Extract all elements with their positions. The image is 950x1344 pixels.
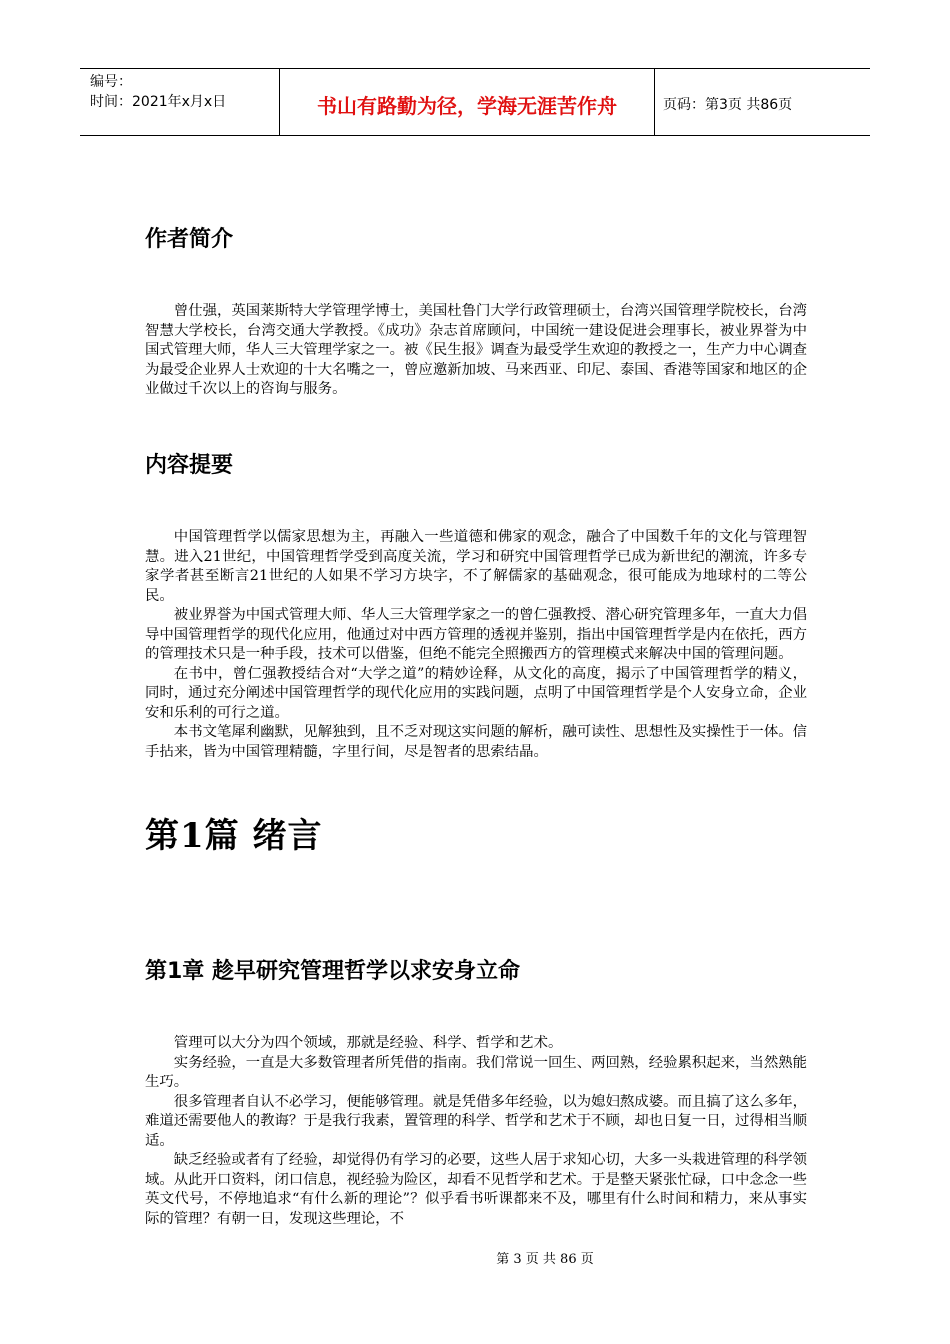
header-time-label: 时间：2021年x月x日 <box>90 94 227 110</box>
author-section-body <box>145 302 807 400</box>
footer-page-number: 第 3 页 共 86 页 <box>496 1252 594 1267</box>
summary-section-body <box>145 528 807 762</box>
chapter-body <box>145 1034 807 1229</box>
paragraph: 中国管理哲学以儒家思想为主，再融入一些道德和佛家的观念，融合了中国数千年的文化与管理智慧。进入21世纪，中国管理哲学受到高度关流，学习和研究中国管理哲学已成为新世纪的潮流，许多专家学者甚至断言21世纪的人如果不学习方块字，不了解儒家的基础观念，很可能成为地球村的二等公民。 <box>145 529 807 604</box>
header-meta <box>80 69 280 135</box>
page-footer <box>0 1248 950 1267</box>
header-motto: 书山有路勤为径，学海无涯苦作舟 <box>280 69 655 135</box>
paragraph: 曾仕强，英国莱斯特大学管理学博士，美国杜鲁门大学行政管理硕士，台湾兴国管理学院校长，台湾智慧大学校长，台湾交通大学教授。《成功》杂志首席顾问，中国统一建设促进会理事长，被业界誉为中国式管理大师，华人三大管理学家之一。被《民生报》调查为最受学生欢迎的教授之一，生产力中心调查为最受企业界人士欢迎的十大名嘴之一，曾应邀新加坡、马来西亚、印尼、泰国、香港等国家和地区的企业做过千次以上的咨询与服务。 <box>145 303 807 397</box>
paragraph: 实务经验，一直是大多数管理者所凭借的指南。我们常说一回生、两回熟，经验累积起来，当然熟能生巧。 <box>145 1054 807 1090</box>
document-header <box>80 68 870 136</box>
paragraph: 很多管理者自认不必学习，便能够管理。就是凭借多年经验，以为媳妇熬成婆。而且搞了这么多年，难道还需要他人的教诲？于是我行我素，置管理的科学、哲学和艺术于不顾，却也日复一日，过得相当顺适。 <box>145 1093 807 1149</box>
header-number-label: 编号： <box>90 74 132 90</box>
part-title: 第1篇 绪言 <box>145 816 323 856</box>
author-section-title: 作者简介 <box>145 227 234 252</box>
paragraph: 管理可以大分为四个领域，那就是经验、科学、哲学和艺术。 <box>173 1035 563 1051</box>
chapter-title: 第1章 趁早研究管理哲学以求安身立命 <box>145 959 520 984</box>
paragraph: 本书文笔犀利幽默，见解独到，且不乏对现这实问题的解析，融可读性、思想性及实操性于一体。信手拈来，皆为中国管理精髓，字里行间，尽是智者的思索结晶。 <box>145 724 807 760</box>
header-page-info: 页码：第3页 共86页 <box>663 97 793 113</box>
summary-section-title: 内容提要 <box>145 453 234 478</box>
paragraph: 缺乏经验或者有了经验，却觉得仍有学习的必要，这些人居于求知心切，大多一头栽进管理的科学领域。从此开口资料，闭口信息，视经验为险区，却看不见哲学和艺术。于是整天紧张忙碌，口中念念一些英文代号，不停地追求“有什么新的理论”？似乎看书听课都来不及，哪里有什么时间和精力，来从事实际的管理？有朝一日，发现这些理论，不 <box>145 1152 807 1227</box>
paragraph: 被业界誉为中国式管理大师、华人三大管理学家之一的曾仁强教授、潜心研究管理多年，一直大力倡导中国管理哲学的现代化应用，他通过对中西方管理的透视并鉴别，指出中国管理哲学是内在依托，西方的管理技术只是一种手段，技术可以借鉴，但绝不能完全照搬西方的管理模式来解决中国的管理问题。 <box>145 607 807 662</box>
paragraph: 在书中，曾仁强教授结合对“大学之道”的精妙诠释，从文化的高度，揭示了中国管理哲学的精义，同时，通过充分阐述中国管理哲学的现代化应用的实践问题，点明了中国管理哲学是个人安身立命，企业安和乐利的可行之道。 <box>145 665 807 721</box>
